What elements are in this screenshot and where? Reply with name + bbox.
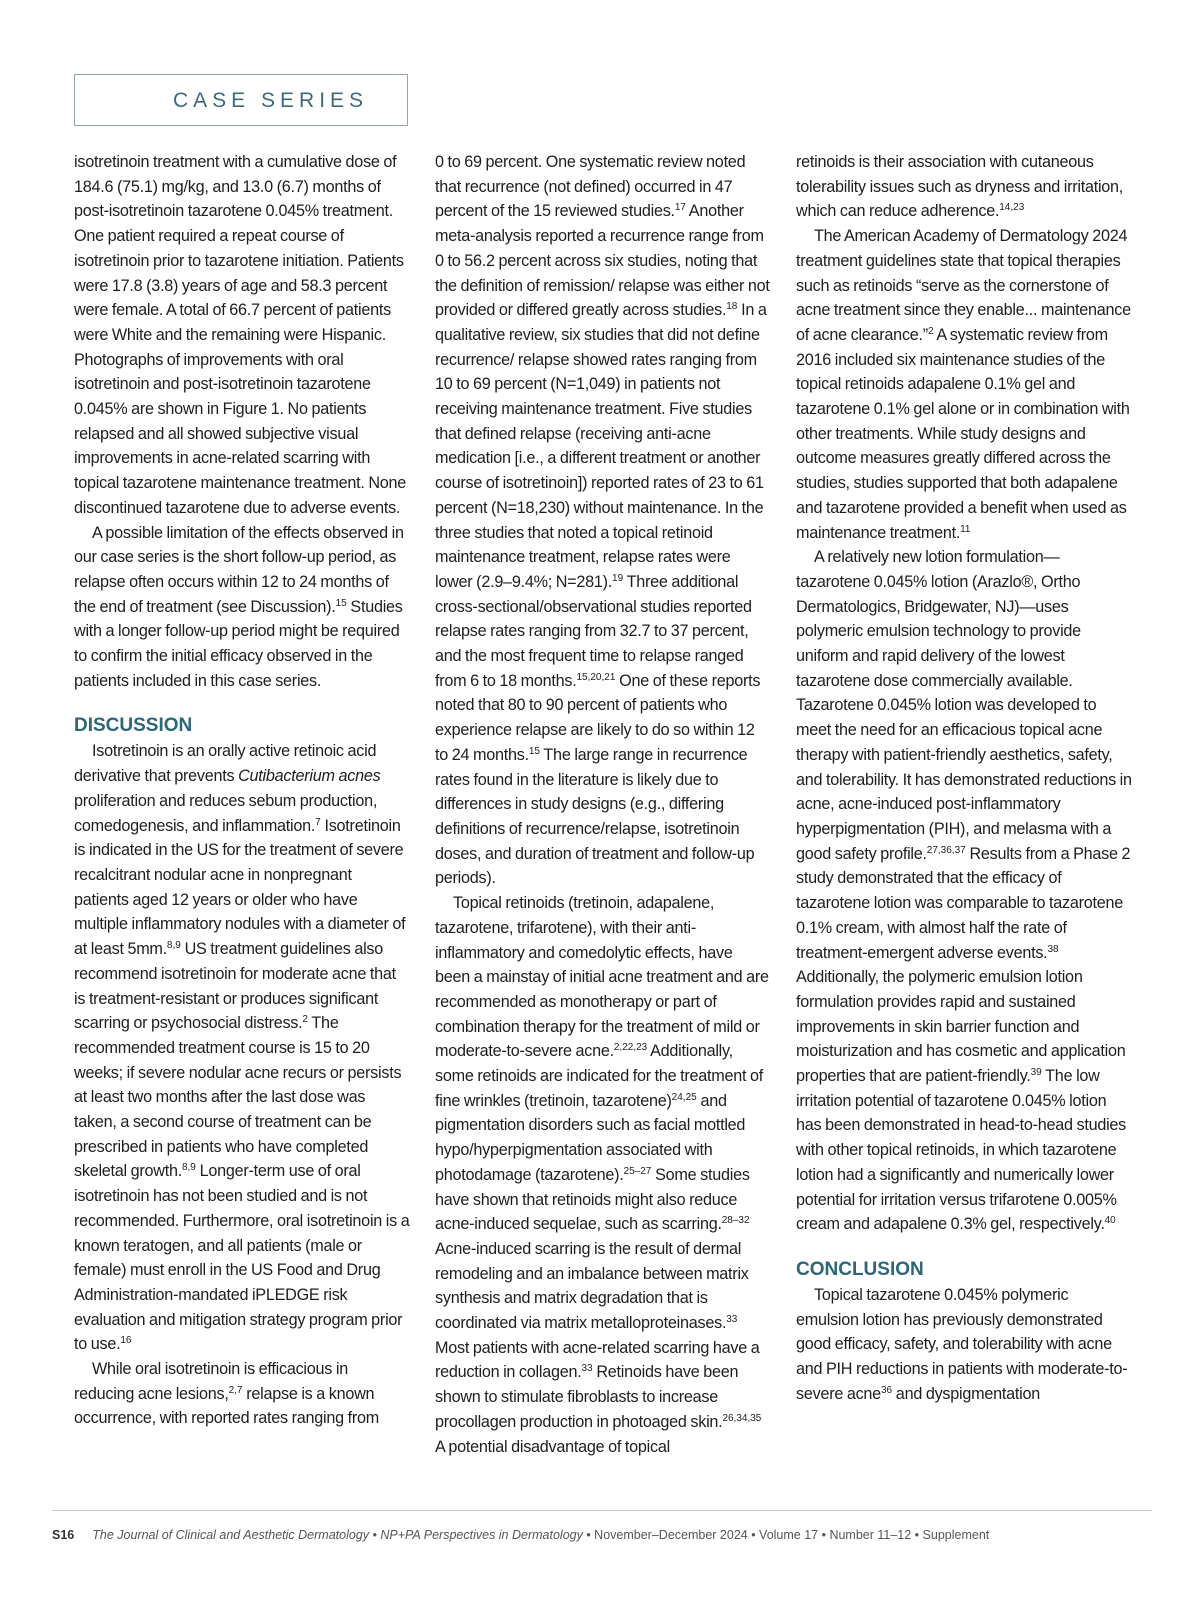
citation: 8,9 [166, 940, 181, 952]
article-body [74, 150, 1134, 1495]
citation: 33 [726, 1314, 738, 1326]
page-number: S16 [52, 1528, 75, 1542]
paragraph: Topical retinoids (tretinoin, adapalene, tazarotene, trifarotene), with their anti-inflammatory and comedolytic effects, have been a mainstay of initial acne treatment and are recommended as monotherapy or part of combination therapy for the treatment of mild or moderate-to-severe acne.$^{2,22,23}$ Additionally, some retinoids are indicated for the treatment of fine wrinkles (tretinoin, tazarotene)$^{24,25}$ and pigmentation disorders such as facial mottled hypo/hyperpigmentation associated with photodamage (tazarotene).$^{25-27}$ Some studies have shown that retinoids might also reduce acne-induced sequelae, such as scarring.$^{28-32}$ Acne-induced scarring is the result of dermal remodeling and an imbalance between matrix synthesis and matrix degradation that is coordinated via matrix metalloproteinases.$^{33}$ Most patients with acne-related scarring have a reduction in collagen.$^{33}$ Retinoids have been shown to stimulate fibroblasts to increase procollagen production in photoaged skin.$^{26,34,35}$ A potential disadvantage of topical [435, 894, 769, 1456]
citation: 2 [302, 1014, 308, 1026]
citation: 40 [1104, 1215, 1116, 1227]
journal-name: The Journal of Clinical and Aesthetic Dermatology • NP+PA Perspectives in Dermatology [92, 1528, 583, 1542]
citation: 18 [726, 301, 738, 313]
paragraph: While oral isotretinoin is efficacious in reducing acne lesions,$^{2,7}$ relapse is a known occurrence, with reported rates ranging from [74, 1360, 380, 1428]
paragraph: Topical tazarotene 0.045% polymeric emulsion lotion has previously demonstrated good efficacy, safety, and tolerability with acne and PIH reductions in patients with moderate-to-severe acne$^{36}$ and dyspigmentation [796, 1285, 1128, 1403]
section-label: CASE SERIES [173, 89, 369, 112]
citation: 25–27 [623, 1165, 652, 1177]
column-3 [796, 150, 1132, 1406]
citation: 2,22,23 [613, 1042, 648, 1054]
citation: 39 [1030, 1067, 1042, 1079]
citation: 15 [528, 745, 540, 757]
footer-divider [52, 1510, 1152, 1511]
column-1 [74, 150, 410, 1431]
column-2 [435, 150, 771, 1459]
citation: 33 [581, 1363, 593, 1375]
citation: 8,9 [181, 1162, 196, 1174]
citation: 26,34,35 [722, 1412, 762, 1424]
paragraph: A possible limitation of the effects observed in our case series is the short follow-up period, as relapse often occurs within 12 to 24 months of the end of treatment (see Discussion).$^{15}$ Studies with a longer follow-up period might be required to confirm the initial efficacy observed in the patients included in this case series. [74, 523, 404, 690]
citation: 36 [880, 1384, 893, 1396]
citation: 19 [612, 572, 624, 584]
section-label-box [74, 74, 408, 126]
citation: 27,36,37 [926, 844, 966, 856]
paragraph: A relatively new lotion formulation— tazarotene 0.045% lotion (Arazlo®, Ortho Dermatologics, Bridgewater, NJ)—uses polymeric emulsion technology to provide uniform and rapid delivery of the lowest tazarotene dose commercially available. Tazarotene 0.045% lotion was developed to meet the need for an efficacious topical acne therapy with patient-friendly aesthetics, safety, and tolerability. It has demonstrated reductions in acne, acne-induced post-inflammatory hyperpigmentation (PIH), and melasma with a good safety profile.$^{27,36,37}$ Results from a Phase 2 study demonstrated that the efficacy of tazarotene lotion was comparable to tazarotene 0.1% cream, with almost half the rate of treatment-emergent adverse events.$^{38}$ Additionally, the polymeric emulsion lotion formulation provides rapid and sustained improvements in skin barrier function and moisturization and has cosmetic and application properties that are patient-friendly.$^{39}$ The low irritation potential of tazarotene 0.045% lotion has been demonstrated in head-to-head studies with other topical retinoids, in which tazarotene lotion had a significantly and numerically lower potential for irritation versus trifarotene 0.005% cream and adapalene 0.3% gel, respectively.$^{40}$ [796, 548, 1132, 1234]
paragraph: The American Academy of Dermatology 2024 treatment guidelines state that topical therapies such as retinoids “serve as the cornerstone of acne treatment since they enable... maintenance of acne clearance.”$^2$ A systematic review from 2016 included six maintenance studies of the topical retinoids adapalene 0.1% gel and tazarotene 0.1% gel alone or in combination with other treatments. While study designs and outcome measures greatly differed across the studies, studies supported that both adapalene and tazarotene provided a benefit when used as maintenance treatment.$^{11}$ [796, 227, 1131, 542]
citation: 16 [120, 1335, 132, 1347]
citation: 38 [1047, 943, 1059, 955]
citation: 17 [674, 202, 686, 214]
citation: 28–32 [721, 1215, 750, 1227]
issue-info: • November–December 2024 • Volume 17 • Number 11–12 • Supplement [582, 1528, 990, 1542]
section-heading-discussion: DISCUSSION [74, 715, 193, 737]
citation: 14,23 [999, 202, 1025, 214]
citation: 15 [335, 597, 347, 609]
paragraph: retinoids is their association with cutaneous tolerability issues such as dryness and irritation, which can reduce adherence.$^{14,23}$ [796, 153, 1124, 221]
citation: 15,20,21 [576, 671, 616, 683]
citation: 24,25 [671, 1091, 697, 1103]
citation: 7 [315, 816, 321, 828]
citation: 2,7 [228, 1384, 243, 1396]
paragraph: 0 to 69 percent. One systematic review noted that recurrence (not defined) occurred in 47 percent of the 15 reviewed studies.$^{17}$ Another meta-analysis reported a recurrence range from 0 to 56.2 percent across six studies, noting that the definition of remission/ relapse was either not provided or differed greatly across studies.$^{18}$ In a qualitative review, six studies that did not define recurrence/ relapse showed rates ranging from 10 to 69 percent (N=1,049) in patients not receiving maintenance treatment. Five studies that defined relapse (receiving anti-acne medication [i.e., a different treatment or another course of isotretinoin]) reported rates of 23 to 61 percent (N=18,230) without maintenance. In the three studies that noted a topical retinoid maintenance treatment, relapse rates were lower (2.9–9.4%; N=281).$^{19}$ Three additional cross-sectional/observational studies reported relapse rates ranging from 32.7 to 37 percent, and the most frequent time to relapse ranged from 6 to 18 months.$^{15,20,21}$ One of these reports noted that 80 to 90 percent of patients who experience relapse are likely to do so within 12 to 24 months.$^{15}$ The large range in recurrence rates found in the literature is likely due to differences in study designs (e.g., differing definitions of recurrence/relapse, isotretinoin doses, and duration of treatment and follow-up periods). [435, 153, 770, 888]
paragraph: isotretinoin treatment with a cumulative dose of 184.6 (75.1) mg/kg, and 13.0 (6.7) months of post-isotretinoin tazarotene 0.045% treatment. One patient required a repeat course of isotretinoin prior to tazarotene initiation. Patients were 17.8 (3.8) years of age and 58.3 percent were female. A total of 66.7 percent of patients were White and the remaining were Hispanic. Photographs of improvements with oral isotretinoin and post-isotretinoin tazarotene 0.045% are shown in Figure 1. No patients relapsed and all showed subjective visual improvements in acne-related scarring with topical tazarotene maintenance treatment. None discontinued tazarotene due to adverse events. [74, 153, 407, 517]
citation: 11 [960, 523, 971, 535]
page-footer [52, 1528, 989, 1542]
citation: 2 [927, 325, 934, 337]
paragraph: Isotretinoin is an orally active retinoic acid derivative that prevents Cutibacterium acnes proliferation and reduces sebum production, comedogenesis, and inflammation.$^7$ Isotretinoin is indicated in the US for the treatment of severe recalcitrant nodular acne in nonpregnant patients aged 12 years or older who have multiple inflammatory nodules with a diameter of at least 5mm.$^{8,9}$ US treatment guidelines also recommend isotretinoin for moderate acne that is treatment-resistant or produces significant scarring or psychosocial distress.$^2$ The recommended treatment course is 15 to 20 weeks; if severe nodular acne recurs or persists at least two months after the last dose was taken, a second course of treatment can be prescribed in patients who have completed skeletal growth.$^{8,9}$ Longer-term use of oral isotretinoin has not been studied and is not recommended. Furthermore, oral isotretinoin is a known teratogen, and all patients (male or female) must enroll in the US Food and Drug Administration-mandated iPLEDGE risk evaluation and mitigation strategy program prior to use.$^{16}$ [74, 742, 410, 1354]
section-heading-conclusion: CONCLUSION [796, 1258, 924, 1280]
species-name: Cutibacterium acnes [238, 767, 381, 786]
